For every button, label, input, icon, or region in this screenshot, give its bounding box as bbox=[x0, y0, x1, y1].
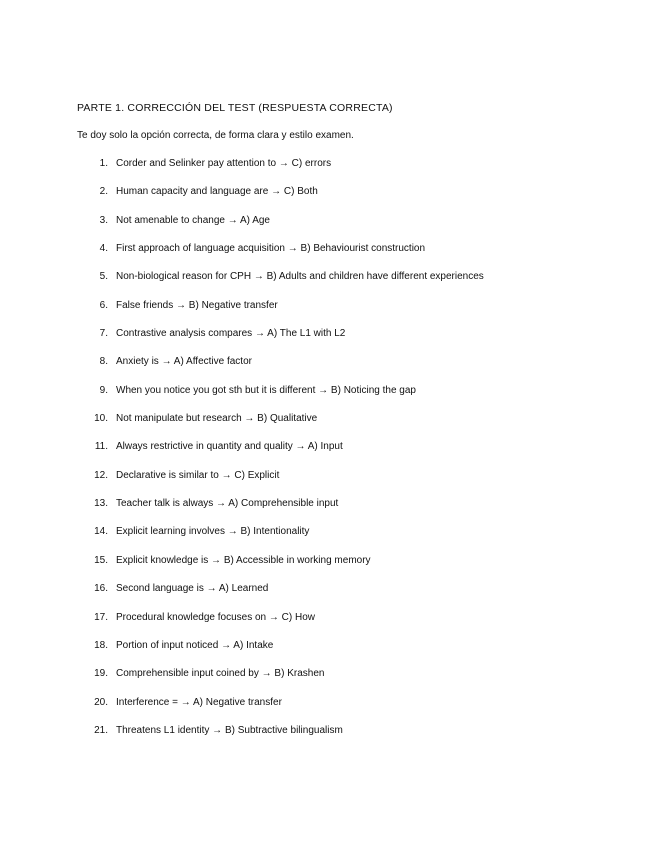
answer-text: Always restrictive in quantity and quality → A) Input bbox=[116, 441, 343, 453]
answer-item bbox=[0, 406, 655, 434]
answer-item bbox=[0, 491, 655, 519]
answer-text: Threatens L1 identity → B) Subtractive bilingualism bbox=[116, 724, 343, 736]
answer-item bbox=[0, 463, 655, 491]
answer-item bbox=[0, 321, 655, 349]
answer-text: Declarative is similar to → C) Explicit bbox=[116, 469, 280, 481]
answer-number: 15. bbox=[94, 554, 108, 566]
answer-number: 10. bbox=[94, 413, 108, 425]
answer-text: Explicit knowledge is → B) Accessible in working memory bbox=[116, 554, 371, 566]
answer-item bbox=[0, 208, 655, 236]
answer-number: 6. bbox=[99, 299, 108, 311]
answer-item bbox=[0, 236, 655, 264]
answer-text: Interference = → A) Negative transfer bbox=[116, 696, 282, 708]
answer-text: Portion of input noticed → A) Intake bbox=[116, 639, 274, 651]
answer-text: Anxiety is → A) Affective factor bbox=[116, 356, 252, 368]
answer-number: 7. bbox=[99, 328, 108, 340]
answer-item bbox=[0, 151, 655, 179]
intro-text: Te doy solo la opción correcta, de forma clara y estilo examen. bbox=[77, 130, 354, 141]
answer-number: 3. bbox=[99, 214, 108, 226]
answer-number: 2. bbox=[99, 186, 108, 198]
answer-list bbox=[0, 151, 655, 746]
answer-text: First approach of language acquisition → B) Behaviourist construction bbox=[116, 243, 426, 255]
answer-item bbox=[0, 548, 655, 576]
answer-number: 13. bbox=[94, 498, 108, 510]
answer-number: 12. bbox=[94, 469, 108, 481]
answer-text: Second language is → A) Learned bbox=[116, 583, 269, 595]
answer-item bbox=[0, 718, 655, 746]
answer-text: Teacher talk is always → A) Comprehensible input bbox=[116, 498, 339, 510]
answer-text: Explicit learning involves → B) Intentionality bbox=[116, 526, 310, 538]
answer-text: Non-biological reason for CPH → B) Adults and children have different experiences bbox=[116, 271, 484, 283]
answer-number: 21. bbox=[94, 724, 108, 736]
answer-number: 20. bbox=[94, 696, 108, 708]
answer-text: Corder and Selinker pay attention to → C) errors bbox=[116, 158, 332, 169]
answer-number: 4. bbox=[99, 243, 108, 255]
answer-item bbox=[0, 690, 655, 718]
answer-item bbox=[0, 519, 655, 547]
answer-item bbox=[0, 576, 655, 604]
answer-text: Not manipulate but research → B) Qualitative bbox=[116, 413, 318, 425]
answer-number: 16. bbox=[94, 583, 108, 595]
answer-number: 18. bbox=[94, 639, 108, 651]
answer-item bbox=[0, 605, 655, 633]
section-heading: PARTE 1. CORRECCIÓN DEL TEST (RESPUESTA CORRECTA) bbox=[77, 102, 393, 114]
answer-number: 1. bbox=[99, 158, 108, 169]
answer-text: Comprehensible input coined by → B) Krashen bbox=[116, 668, 325, 680]
answer-number: 11. bbox=[94, 441, 108, 453]
answer-item bbox=[0, 349, 655, 377]
answer-number: 5. bbox=[99, 271, 108, 283]
answer-text: When you notice you got sth but it is different → B) Noticing the gap bbox=[116, 384, 416, 396]
answer-text: Not amenable to change → A) Age bbox=[116, 214, 270, 226]
answer-number: 8. bbox=[99, 356, 108, 368]
answer-item bbox=[0, 264, 655, 292]
answer-item bbox=[0, 179, 655, 207]
answer-item bbox=[0, 293, 655, 321]
answer-text: Contrastive analysis compares → A) The L1 with L2 bbox=[116, 328, 346, 340]
answer-text: Human capacity and language are → C) Both bbox=[116, 186, 318, 198]
answer-item bbox=[0, 633, 655, 661]
answer-number: 14. bbox=[94, 526, 108, 538]
answer-item bbox=[0, 434, 655, 462]
answer-text: Procedural knowledge focuses on → C) How bbox=[116, 611, 315, 623]
answer-item bbox=[0, 378, 655, 406]
answer-text: False friends → B) Negative transfer bbox=[116, 299, 278, 311]
answer-number: 19. bbox=[94, 668, 108, 680]
answer-number: 17. bbox=[94, 611, 108, 623]
answer-number: 9. bbox=[99, 384, 108, 396]
answer-item bbox=[0, 661, 655, 689]
